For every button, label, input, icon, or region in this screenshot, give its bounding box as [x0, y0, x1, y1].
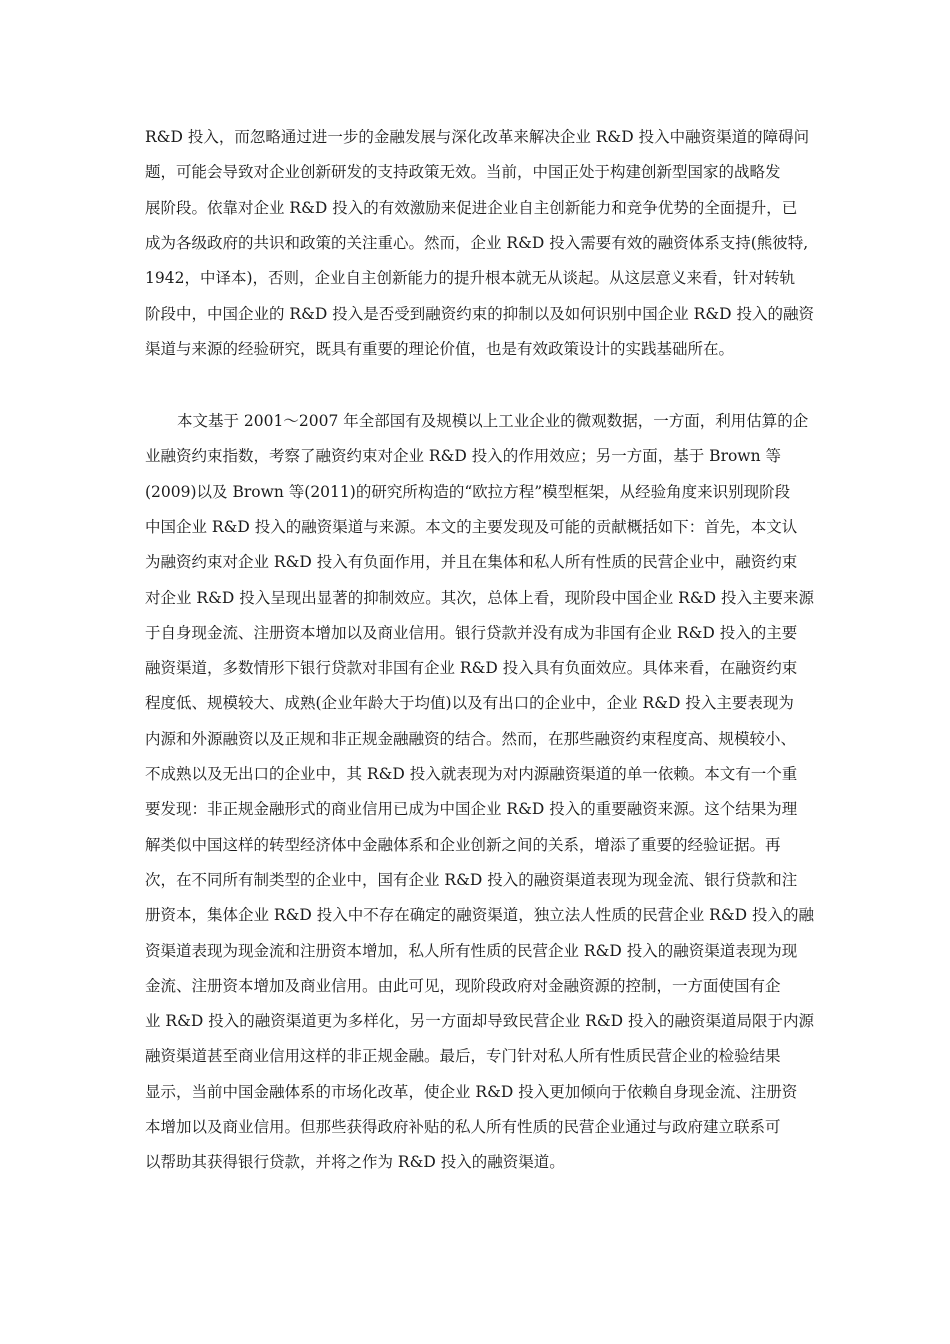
text-line: 阶段中，中国企业的 R&D 投入是否受到融资约束的抑制以及如何识别中国企业 R&D 投入的融资: [145, 304, 815, 323]
text-line: 对企业 R&D 投入呈现出显著的抑制效应。其次，总体上看，现阶段中国企业 R&D 投入主要来源: [145, 588, 815, 607]
text-line: 不成熟以及无出口的企业中，其 R&D 投入就表现为对内源融资渠道的单一依赖。本文有一个重: [145, 765, 798, 783]
text-line: 资渠道表现为现金流和注册资本增加，私人所有性质的民营企业 R&D 投入的融资渠道表现为现: [145, 941, 798, 960]
text-line: 次，在不同所有制类型的企业中，国有企业 R&D 投入的融资渠道表现为现金流、银行贷款和注: [145, 870, 798, 889]
text-line: 要发现：非正规金融形式的商业信用已成为中国企业 R&D 投入的重要融资来源。这个结果为理: [145, 800, 798, 819]
text-line: 程度低、规模较大、成熟(企业年龄大于均值)以及有出口的企业中，企业 R&D 投入主要表现为: [145, 694, 794, 713]
text-line: 金流、注册资本增加及商业信用。由此可见，现阶段政府对金融资源的控制，一方面使国有企: [145, 976, 781, 995]
text-line: 融资渠道甚至商业信用这样的非正规金融。最后，专门针对私人所有性质民营企业的检验结果: [145, 1047, 781, 1066]
text-line: 显示，当前中国金融体系的市场化改革，使企业 R&D 投入更加倾向于依赖自身现金流、注册资: [145, 1082, 798, 1101]
text-line: 解类似中国这样的转型经济体中金融体系和企业创新之间的关系，增添了重要的经验证据。再: [145, 835, 781, 854]
text-line: 业融资约束指数，考察了融资约束对企业 R&D 投入的作用效应；另一方面，基于 Brown 等: [145, 447, 781, 466]
text-line: R&D 投入，而忽略通过进一步的金融发展与深化改革来解决企业 R&D 投入中融资渠道的障碍问: [145, 128, 810, 146]
text-line: 成为各级政府的共识和政策的关注重心。然而，企业 R&D 投入需要有效的融资体系支持(熊彼特,: [145, 233, 809, 252]
text-line: 渠道与来源的经验研究，既具有重要的理论价值，也是有效政策设计的实践基础所在。: [145, 339, 735, 358]
text-line: 展阶段。依靠对企业 R&D 投入的有效激励来促进企业自主创新能力和竞争优势的全面提升，已: [145, 198, 798, 217]
text-line: 于自身现金流、注册资本增加以及商业信用。银行贷款并没有成为非国有企业 R&D 投入的主要: [145, 623, 798, 642]
text-line: 融资渠道，多数情形下银行贷款对非国有企业 R&D 投入具有负面效应。具体来看，在融资约束: [145, 659, 798, 678]
text-line: 内源和外源融资以及正规和非正规金融融资的结合。然而，在那些融资约束程度高、规模较小、: [145, 729, 797, 748]
text-line: 以帮助其获得银行贷款，并将之作为 R&D 投入的融资渠道。: [145, 1153, 565, 1172]
text-line: (2009)以及 Brown 等(2011)的研究所构造的“欧拉方程”模型框架，从经验角度来识别现阶段: [145, 482, 791, 501]
text-line: 题，可能会导致对企业创新研发的支持政策无效。当前，中国正处于构建创新型国家的战略发: [145, 163, 781, 182]
text-line: 本文基于 2001～2007 年全部国有及规模以上工业企业的微观数据，一方面，利用估算的企: [177, 412, 809, 430]
text-line: 业 R&D 投入的融资渠道更为多样化，另一方面却导致民营企业 R&D 投入的融资渠道局限于内源: [145, 1012, 815, 1031]
text-line: 1942，中译本)，否则，企业自主创新能力的提升根本就无从谈起。从这层意义来看，针对转轨: [145, 269, 795, 288]
text-line: 中国企业 R&D 投入的融资渠道与来源。本文的主要发现及可能的贡献概括如下：首先，本文认: [145, 517, 798, 536]
text-line: 本增加以及商业信用。但那些获得政府补贴的私人所有性质的民营企业通过与政府建立联系可: [145, 1118, 781, 1136]
text-line: 册资本，集体企业 R&D 投入中不存在确定的融资渠道，独立法人性质的民营企业 R&D 投入的融: [145, 906, 815, 925]
text-line: 为融资约束对企业 R&D 投入有负面作用，并且在集体和私人所有性质的民营企业中，融资约束: [145, 553, 798, 572]
